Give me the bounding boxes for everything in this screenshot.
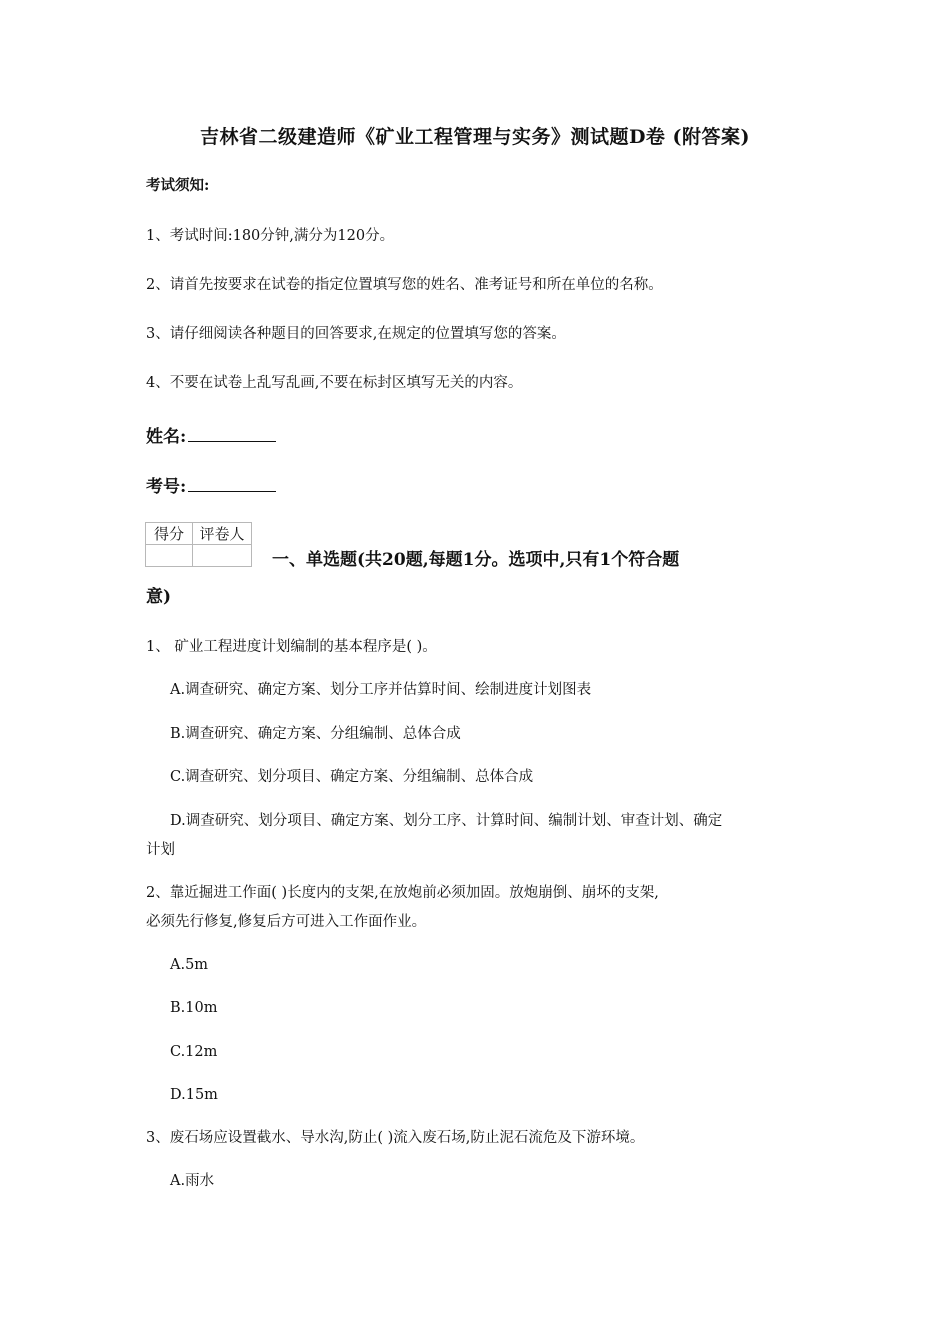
question-stem-cont: 必须先行修复,修复后方可进入工作面作业。 bbox=[146, 914, 427, 930]
section-heading-cont: 意) bbox=[146, 587, 172, 607]
notice-heading: 考试须知: bbox=[146, 177, 210, 194]
id-field bbox=[146, 473, 276, 499]
score-table bbox=[145, 522, 252, 567]
score-header: 得分 bbox=[146, 523, 193, 545]
grader-cell[interactable] bbox=[193, 545, 252, 567]
question-option: C.12m bbox=[170, 1044, 218, 1060]
id-blank[interactable] bbox=[188, 473, 276, 492]
question-option: A.雨水 bbox=[170, 1173, 215, 1189]
question-option: B.调查研究、确定方案、分组编制、总体合成 bbox=[170, 726, 461, 742]
question-option: A.5m bbox=[170, 957, 209, 973]
id-label: 考号: bbox=[146, 477, 187, 497]
question-option: D.调查研究、划分项目、确定方案、划分工序、计算时间、编制计划、审查计划、确定 bbox=[170, 813, 723, 829]
question-option: D.15m bbox=[170, 1087, 218, 1103]
question-option: C.调查研究、划分项目、确定方案、分组编制、总体合成 bbox=[170, 769, 534, 785]
notice-item: 1、考试时间:180分钟,满分为120分。 bbox=[146, 228, 395, 244]
notice-item: 4、不要在试卷上乱写乱画,不要在标封区填写无关的内容。 bbox=[146, 375, 523, 391]
notice-item: 3、请仔细阅读各种题目的回答要求,在规定的位置填写您的答案。 bbox=[146, 326, 566, 342]
notice-item: 2、请首先按要求在试卷的指定位置填写您的姓名、准考证号和所在单位的名称。 bbox=[146, 277, 663, 293]
question-option: B.10m bbox=[170, 1000, 218, 1016]
grader-header: 评卷人 bbox=[193, 523, 252, 545]
question-option-cont: 计划 bbox=[146, 842, 175, 858]
name-blank[interactable] bbox=[188, 423, 276, 442]
question-stem: 3、废石场应设置截水、导水沟,防止( )流入废石场,防止泥石流危及下游环境。 bbox=[146, 1130, 645, 1146]
question-stem: 1、 矿业工程进度计划编制的基本程序是( )。 bbox=[146, 639, 437, 655]
section-heading: 一、单选题(共20题,每题1分。选项中,只有1个符合题 bbox=[272, 550, 680, 570]
name-label: 姓名: bbox=[146, 427, 187, 447]
name-field bbox=[146, 423, 276, 449]
question-stem: 2、靠近掘进工作面( )长度内的支架,在放炮前必须加固。放炮崩倒、崩坏的支架, bbox=[146, 885, 659, 901]
question-option: A.调查研究、确定方案、划分工序并估算时间、绘制进度计划图表 bbox=[170, 682, 592, 698]
page-title: 吉林省二级建造师《矿业工程管理与实务》测试题D卷 (附答案) bbox=[199, 126, 751, 148]
score-cell[interactable] bbox=[146, 545, 193, 567]
